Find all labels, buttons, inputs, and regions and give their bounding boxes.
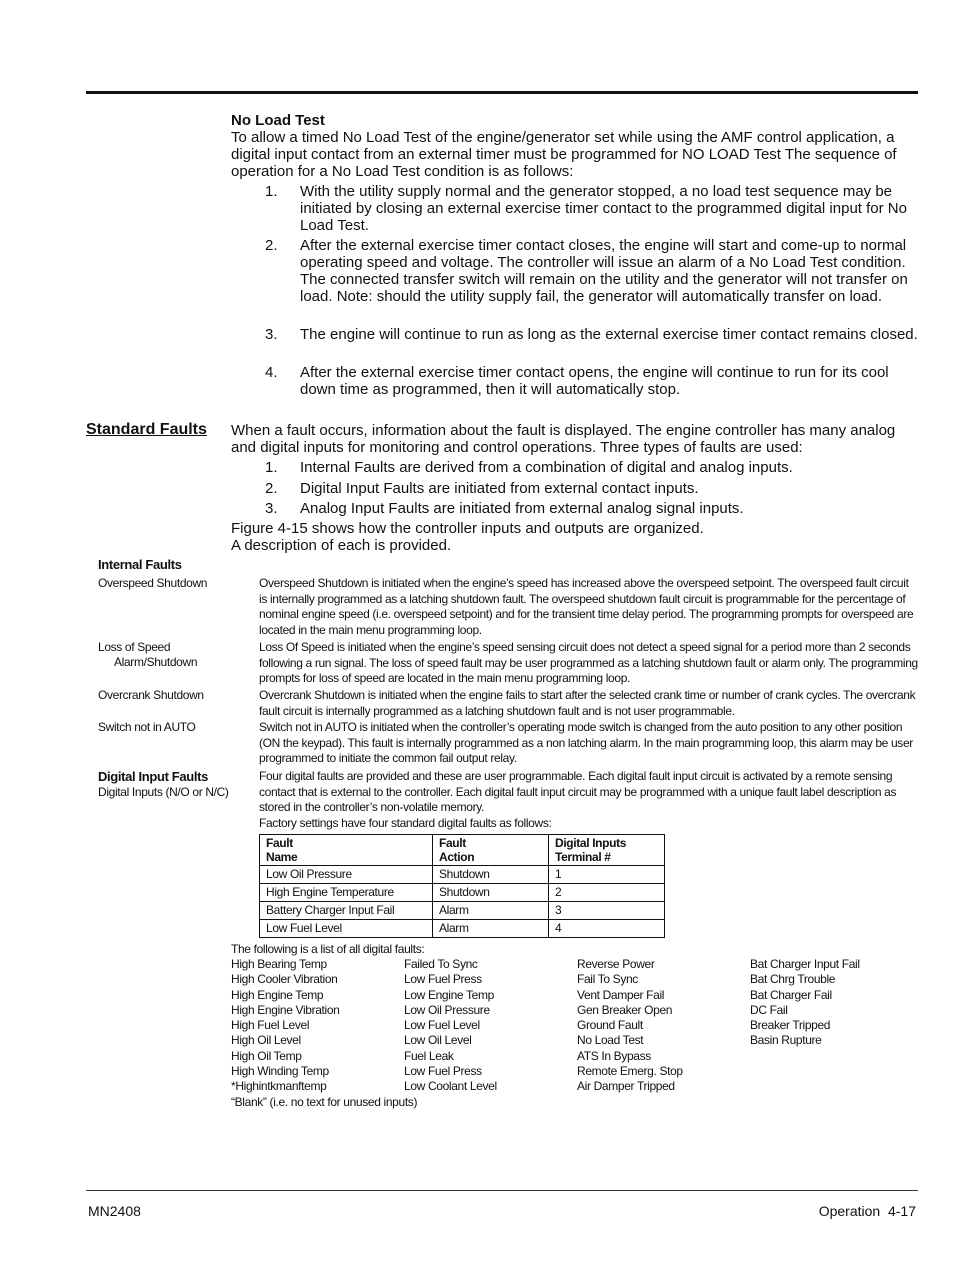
table-cell: Shutdown [433,884,549,902]
digital-inputs-label: Digital Inputs (N/O or N/C) [98,785,229,799]
list-item: Gen Breaker Open [577,1002,673,1017]
switch-not-auto-label: Switch not in AUTO [98,720,196,734]
standard-faults-heading: Standard Faults [86,421,207,438]
list-text: Digital Input Faults are initiated from external contact inputs. [300,480,699,497]
footer-rule [86,1190,918,1191]
overcrank-description: Overcrank Shutdown is initiated when the engine fails to start after the selected crank time or number of crank cycles. The overcrank fault circuit is internally programmed as a latching shutdown fault and is not user programmable. [259,688,916,718]
table-row [260,884,665,902]
column-header: Fault Action [433,835,549,866]
list-item: “Blank” (i.e. no text for unused inputs) [231,1094,418,1109]
list-item [265,183,925,234]
list-item [265,237,925,305]
list-text: With the utility supply normal and the generator stopped, a no load test sequence may be initiated by closing an external exercise timer contact to the programmed digital input for No Load Test. [300,183,907,234]
fault-types [265,500,925,517]
list-item: Ground Fault [577,1018,643,1033]
list-number: 4. [265,364,278,381]
table-cell: 1 [549,866,665,884]
list-item: High Oil Temp [231,1048,302,1063]
list-item: No Load Test [577,1033,644,1048]
list-item: DC Fail [750,1002,788,1017]
list-item: High Bearing Temp [231,957,327,971]
fault-list-column-1 [231,957,417,1110]
list-number: 1. [265,459,278,476]
list-item: Vent Damper Fail [577,987,665,1002]
list-item: Fuel Leak [404,1048,454,1063]
list-item: ATS In Bypass [577,1048,651,1063]
switch-not-auto-description: Switch not in AUTO is initiated when the controller’s operating mode switch is changed from the auto position to any other position (ON the keypad). This fault is internally programmed as a non latching alarm. In the main programming loop, this alarm may be user programmed to initiate the common fail output relay. [259,720,913,765]
table-cell: Alarm [433,920,549,938]
table-cell: 3 [549,902,665,920]
list-text: After the external exercise timer contact closes, the engine will start and come-up to normal operating speed and voltage. The controller will issue an alarm of a No Load Test condition. The connected transfer switch will remain on the utility and the generator will not transfer on load. Note: should the utility supply fail, the generator will automatically transfer on load. [300,237,908,305]
list-number: 2. [265,237,278,254]
list-number: 3. [265,500,278,517]
list-item: Low Oil Level [404,1033,472,1048]
list-item: Basin Rupture [750,1033,822,1048]
table-cell: Alarm [433,902,549,920]
loss-of-speed-label-2: Alarm/Shutdown [114,655,198,669]
list-item: Fail To Sync [577,972,638,987]
fault-list-column-3 [577,957,683,1095]
list-item: Breaker Tripped [750,1018,831,1033]
list-item: Low Fuel Level [404,1018,480,1033]
list-item [265,480,925,497]
overspeed-label: Overspeed Shutdown [98,576,208,590]
header-rule [86,91,918,94]
list-item [265,326,925,343]
list-number: 2. [265,480,278,497]
table-cell: Low Oil Pressure [260,866,433,884]
table-cell: 2 [549,884,665,902]
list-text: Internal Faults are derived from a combination of digital and analog inputs. [300,459,793,476]
no-load-steps [265,237,925,305]
overspeed-description: Overspeed Shutdown is initiated when the engine’s speed has increased above the overspeed setpoint. The overspeed fault circuit is internally programmed as a latching shutdown fault. The overspeed shutdown fault circuit is programmable for the percentage of nominal engine speed (i.e. overspeed setpoint) and for the transient time delay period. The programming prompts for overspeed are located in the main menu programming loop. [259,576,914,637]
digital-faults-heading: Digital Input Faults [98,769,208,784]
list-item: Reverse Power [577,957,655,971]
no-load-steps [265,326,925,343]
column-header: Digital Inputs Terminal # [549,835,665,866]
list-number: 1. [265,183,278,200]
table-cell: 4 [549,920,665,938]
no-load-steps [265,364,925,398]
list-text: The engine will continue to run as long as the external exercise timer contact remains closed. [300,326,918,343]
list-item: Bat Charger Fail [750,987,832,1002]
factory-faults-table [259,834,665,938]
list-number: 3. [265,326,278,343]
list-item: Remote Emerg. Stop [577,1064,683,1079]
table-row [260,920,665,938]
list-item: Low Engine Temp [404,987,494,1002]
list-item: High Engine Temp [231,987,324,1002]
list-item: Low Fuel Press [404,1064,482,1079]
factory-settings-note: Factory settings have four standard digital faults as follows: [259,816,552,830]
fault-types [265,480,925,497]
digital-faults-description: Four digital faults are provided and these are user programmable. Each digital fault input circuit is activated by a remote sensing contact that is external to the controller. Each digital fault input circuit may be programmed with a unique fault label description as stored in the controller’s non-volatile memory. [259,769,897,814]
internal-faults-heading: Internal Faults [98,557,182,572]
list-item: Low Oil Pressure [404,1002,490,1017]
no-load-test-intro: To allow a timed No Load Test of the engine/generator set while using the AMF control application, a digital input contact from an external timer must be programmed for NO LOAD Test The sequence of operation for a No Load Test condition is as follows: [231,129,897,180]
list-item [265,459,925,476]
loss-of-speed-label: Loss of Speed [98,640,171,654]
page-number: Operation 4-17 [818,1203,916,1219]
table-cell: Battery Charger Input Fail [260,902,433,920]
list-item: High Engine Vibration [231,1002,340,1017]
list-text: Analog Input Faults are initiated from external analog signal inputs. [300,500,744,517]
figure-note: Figure 4-15 shows how the controller inputs and outputs are organized. [231,520,704,537]
description-note: A description of each is provided. [231,537,452,554]
list-item: Bat Chrg Trouble [750,972,836,987]
list-item: Low Fuel Press [404,972,482,987]
table-cell: Shutdown [433,866,549,884]
list-item: Failed To Sync [404,957,478,971]
table-row [260,866,665,884]
list-item: High Oil Level [231,1033,301,1048]
overcrank-label: Overcrank Shutdown [98,688,204,702]
fault-types [265,459,925,476]
table-cell: Low Fuel Level [260,920,433,938]
fault-list-intro: The following is a list of all digital faults: [231,942,425,956]
standard-faults-intro: When a fault occurs, information about the fault is displayed. The engine controller has many analog and digital inputs for monitoring and control operations. Three types of faults are used: [231,422,896,456]
table-cell: High Engine Temperature [260,884,433,902]
no-load-test-heading: No Load Test [231,112,325,129]
list-item: Low Coolant Level [404,1079,497,1094]
list-item: *Highintkmanftemp [231,1079,327,1094]
list-item: Air Damper Tripped [577,1079,675,1094]
fault-list-column-4 [750,957,860,1049]
column-header: Fault Name [260,835,433,866]
table-row [260,902,665,920]
loss-of-speed-description: Loss Of Speed is initiated when the engine’s speed sensing circuit does not detect a speed signal for a period more than 2 seconds following a run signal. The loss of speed fault may be user programmed as a latching shutdown fault or alarm only. The programming prompts for loss of speed are located in the main menu programming loop. [259,640,918,685]
list-item [265,500,925,517]
list-item: Bat Charger Input Fail [750,957,860,971]
document-id: MN2408 [88,1203,141,1219]
list-text: After the external exercise timer contact opens, the engine will continue to run for its cool down time as programmed, then it will automatically stop. [300,364,889,398]
list-item [265,364,925,398]
fault-list-column-2 [404,957,497,1095]
no-load-steps [265,183,925,234]
table-header-row [260,835,665,866]
list-item: High Cooler Vibration [231,972,338,987]
list-item: High Fuel Level [231,1018,310,1033]
list-item: High Winding Temp [231,1064,329,1079]
